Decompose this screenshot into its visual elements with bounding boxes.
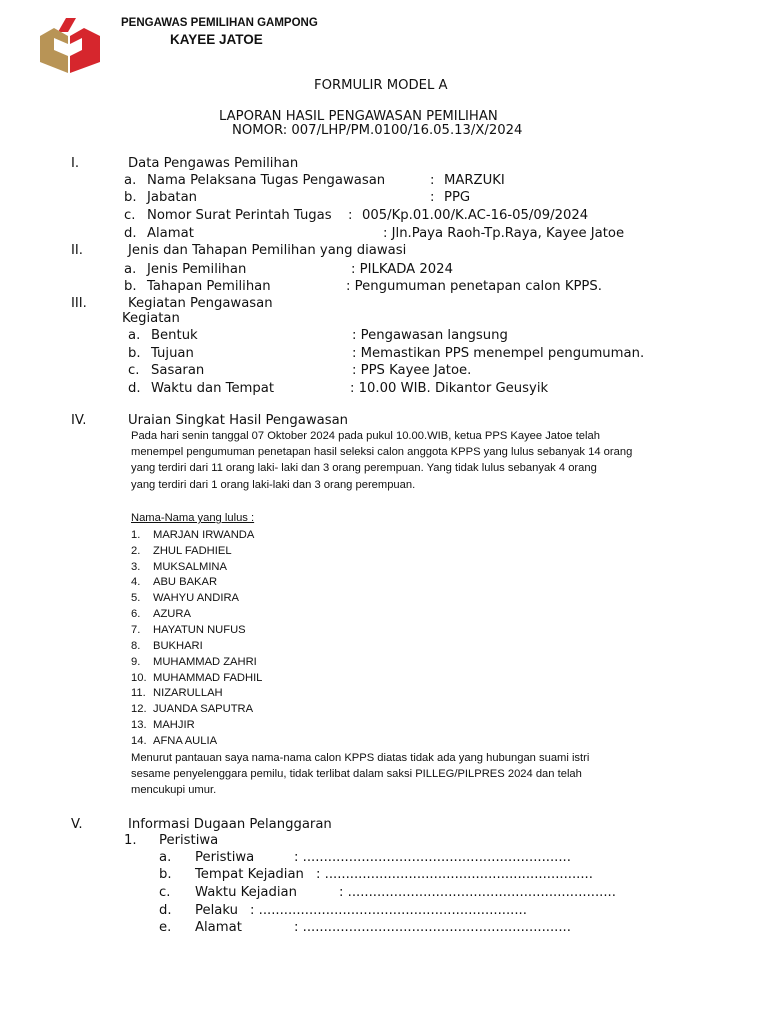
paragraph-line: mencukupi umur. [131, 784, 217, 796]
item-value: : Memastikan PPS menempel pengumuman. [352, 346, 645, 361]
item-letter: b. [128, 346, 141, 361]
item-value: : ................................................................ [339, 885, 616, 900]
item-letter: b. [159, 867, 172, 882]
list-item: MARJAN IRWANDA [153, 529, 255, 541]
item-sep: : [430, 173, 435, 188]
list-number: 13. [131, 719, 147, 731]
item-label: Tempat Kejadian [195, 867, 304, 882]
list-item: AFNA AULIA [153, 735, 218, 747]
list-item: MUHAMMAD FADHIL [153, 672, 263, 684]
section-title: Uraian Singkat Hasil Pengawasan [128, 413, 349, 428]
list-number: 10. [131, 672, 147, 684]
item-label: Tujuan [151, 346, 194, 361]
item-value: : PPS Kayee Jatoe. [352, 363, 472, 378]
paragraph-line: Menurut pantauan saya nama-nama calon KPPS diatas tidak ada yang hubungan suami istri [131, 752, 590, 764]
list-item: AZURA [153, 608, 191, 620]
item-value: : 10.00 WIB. Dikantor Geusyik [350, 381, 549, 396]
item-label: Pelaku [195, 903, 238, 918]
item-letter: a. [124, 262, 137, 277]
item-letter: c. [159, 885, 171, 900]
list-number: 12. [131, 703, 147, 715]
item-value: : ................................................................ [294, 920, 571, 935]
list-item: NIZARULLAH [153, 687, 223, 699]
section-title: Kegiatan Pengawasan [128, 296, 273, 311]
section-title: Informasi Dugaan Pelanggaran [128, 817, 332, 832]
list-number: 1. [131, 529, 141, 541]
item-value: : PILKADA 2024 [351, 262, 453, 277]
section-number: III. [71, 296, 87, 311]
item-label: Nomor Surat Perintah Tugas [147, 208, 332, 223]
item-letter: d. [124, 226, 137, 241]
item-letter: e. [159, 920, 172, 935]
item-label: Alamat [147, 226, 194, 241]
item-label: Jabatan [147, 190, 198, 205]
section-subtitle: Kegiatan [122, 311, 180, 326]
item-label: Nama Pelaksana Tugas Pengawasan [147, 173, 386, 188]
item-label: Alamat [195, 920, 242, 935]
item-letter: c. [128, 363, 140, 378]
list-number: 9. [131, 656, 141, 668]
item-value: : Pengumuman penetapan calon KPPS. [346, 279, 602, 294]
list-item: MUKSALMINA [153, 561, 227, 573]
section-title: Data Pengawas Pemilihan [128, 156, 299, 171]
list-item: ZHUL FADHIEL [153, 545, 232, 557]
item-value: 005/Kp.01.00/K.AC-16-05/09/2024 [362, 208, 589, 223]
item-value: : ................................................................ [316, 867, 593, 882]
subsection-number: 1. [124, 833, 137, 848]
item-value: : ................................................................ [250, 903, 527, 918]
report-title: LAPORAN HASIL PENGAWASAN PEMILIHAN [219, 109, 498, 124]
report-number: NOMOR: 007/LHP/PM.0100/16.05.13/X/2024 [232, 123, 523, 138]
org-village: KAYEE JATOE [170, 32, 263, 47]
list-number: 8. [131, 640, 141, 652]
item-label: Peristiwa [195, 850, 255, 865]
list-number: 5. [131, 592, 141, 604]
list-item: MUHAMMAD ZAHRI [153, 656, 257, 668]
subsection-title: Peristiwa [159, 833, 219, 848]
section-number: I. [71, 156, 80, 171]
item-value: : Jln.Paya Raoh-Tp.Raya, Kayee Jatoe [383, 226, 625, 241]
item-letter: a. [128, 328, 141, 343]
item-label: Waktu Kejadian [195, 885, 297, 900]
section-number: V. [71, 817, 83, 832]
org-name: PENGAWAS PEMILIHAN GAMPONG [121, 17, 318, 29]
list-number: 7. [131, 624, 141, 636]
item-label: Jenis Pemilihan [147, 262, 247, 277]
item-value: : ................................................................ [294, 850, 571, 865]
section-title: Jenis dan Tahapan Pemilihan yang diawasi [128, 243, 407, 258]
list-number: 6. [131, 608, 141, 620]
list-item: JUANDA SAPUTRA [153, 703, 254, 715]
item-sep: : [348, 208, 353, 223]
list-item: HAYATUN NUFUS [153, 624, 246, 636]
item-sep: : [430, 190, 435, 205]
section-number: IV. [71, 413, 87, 428]
bawaslu-logo-icon [38, 16, 102, 74]
paragraph-line: Pada hari senin tanggal 07 Oktober 2024 pada pukul 10.00.WIB, ketua PPS Kayee Jatoe telah [131, 430, 600, 442]
paragraph-line: sesame penyelenggara pemilu, tidak terlibat dalam saksi PILLEG/PILPRES 2024 dan telah [131, 768, 582, 780]
item-letter: d. [159, 903, 172, 918]
item-label: Tahapan Pemilihan [147, 279, 271, 294]
item-value: PPG [444, 190, 471, 205]
list-number: 14. [131, 735, 147, 747]
item-letter: c. [124, 208, 136, 223]
item-letter: a. [159, 850, 172, 865]
list-item: WAHYU ANDIRA [153, 592, 239, 604]
item-label: Sasaran [151, 363, 205, 378]
item-label: Bentuk [151, 328, 198, 343]
list-number: 3. [131, 561, 141, 573]
names-list-title: Nama-Nama yang lulus : [131, 512, 255, 524]
item-value: MARZUKI [444, 173, 505, 188]
list-number: 2. [131, 545, 141, 557]
paragraph-line: menempel pengumuman penetapan hasil seleksi calon anggota KPPS yang lulus sebanyak 14 orang [131, 446, 633, 458]
item-label: Waktu dan Tempat [151, 381, 275, 396]
form-title: FORMULIR MODEL A [314, 78, 448, 93]
paragraph-line: yang terdiri dari 11 orang laki- laki dan 3 orang perempuan. Yang tidak lulus sebanyak 4 orang [131, 462, 597, 474]
item-letter: d. [128, 381, 141, 396]
list-item: ABU BAKAR [153, 576, 218, 588]
item-letter: b. [124, 279, 137, 294]
list-item: MAHJIR [153, 719, 195, 731]
paragraph-line: yang terdiri dari 1 orang laki-laki dan 3 orang perempuan. [131, 479, 416, 491]
item-letter: a. [124, 173, 137, 188]
list-item: BUKHARI [153, 640, 203, 652]
item-letter: b. [124, 190, 137, 205]
item-value: : Pengawasan langsung [352, 328, 508, 343]
list-number: 11. [131, 687, 146, 699]
section-number: II. [71, 243, 83, 258]
list-number: 4. [131, 576, 141, 588]
